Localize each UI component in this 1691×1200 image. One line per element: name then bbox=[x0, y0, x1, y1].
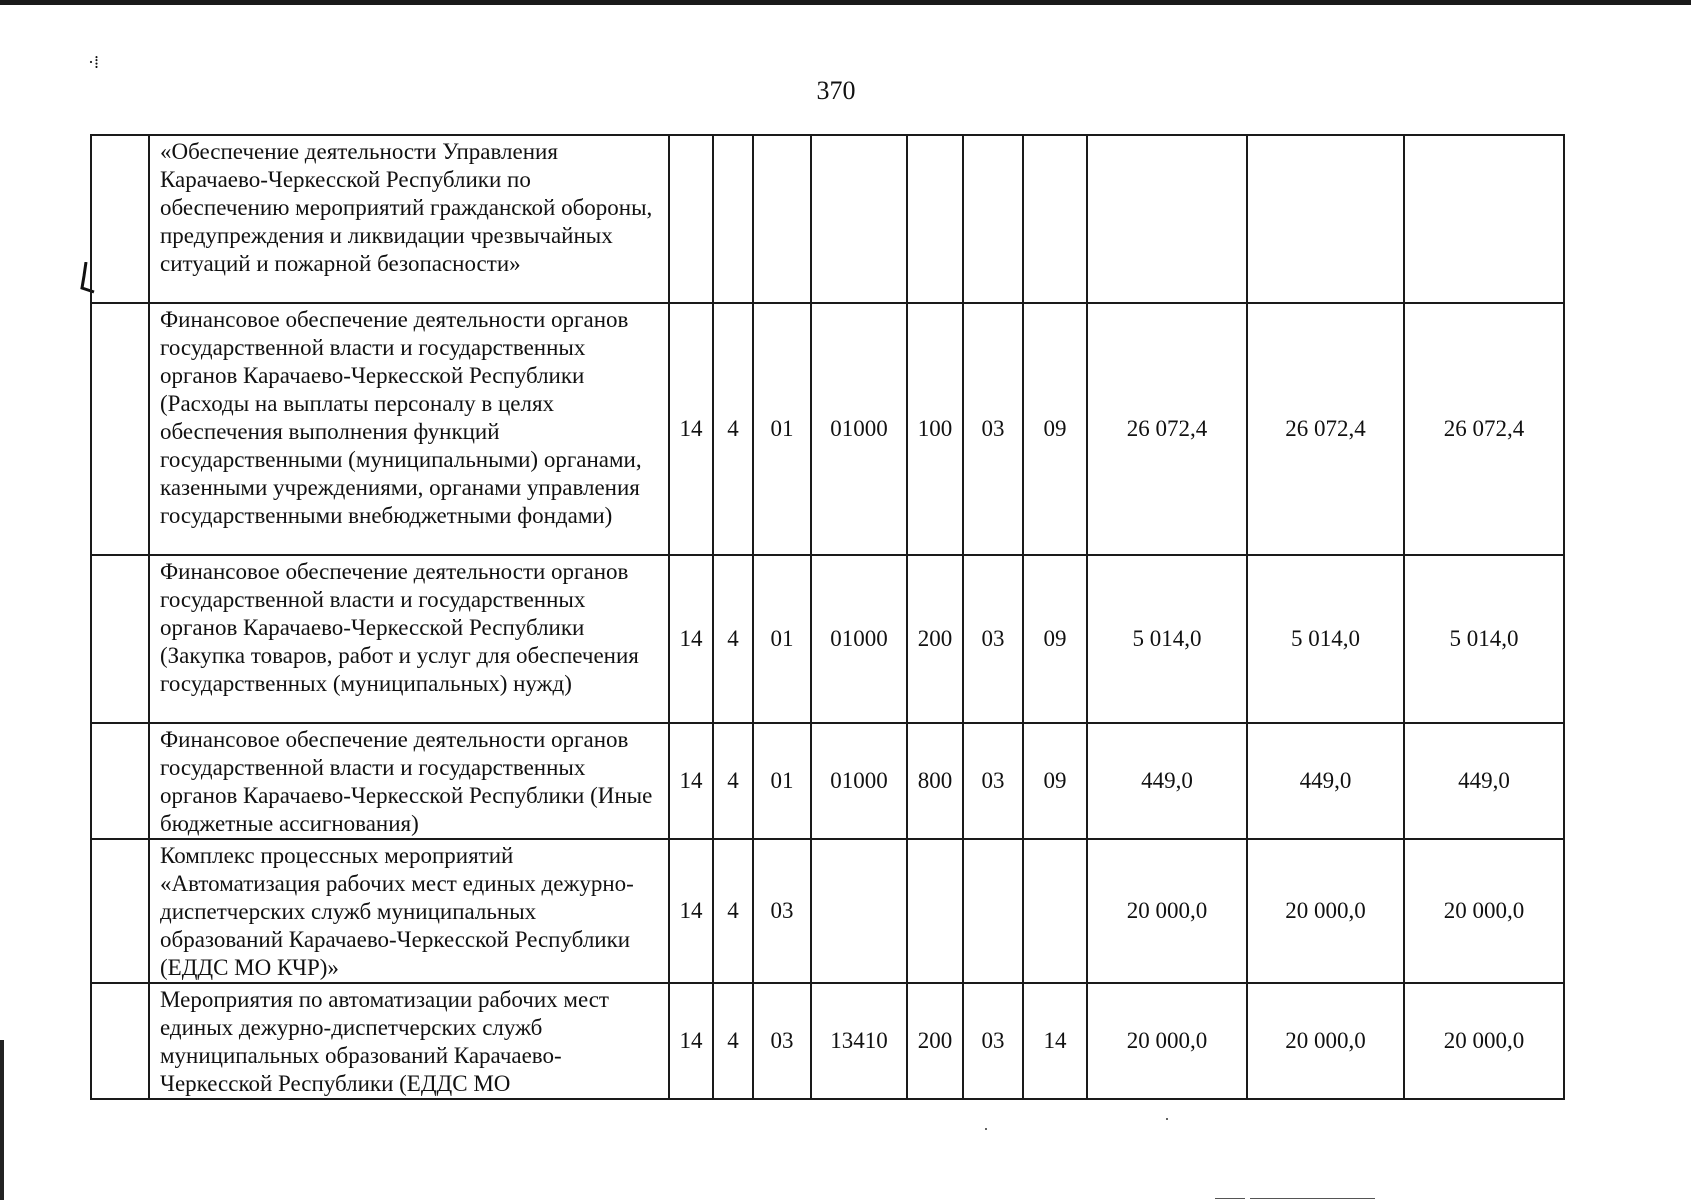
index-cell bbox=[91, 303, 149, 555]
code-cell: 03 bbox=[963, 555, 1023, 723]
amount-cell: 26 072,4 bbox=[1247, 303, 1404, 555]
code-cell bbox=[811, 135, 907, 303]
amount-cell: 20 000,0 bbox=[1087, 983, 1247, 1099]
amount-cell: 449,0 bbox=[1404, 723, 1564, 839]
code-cell: 14 bbox=[669, 723, 713, 839]
code-cell: 200 bbox=[907, 983, 963, 1099]
code-cell: 14 bbox=[1023, 983, 1087, 1099]
amount-cell: 26 072,4 bbox=[1087, 303, 1247, 555]
row-name: «Обеспечение деятельности Управления Карачаево-Черкесской Республики по обеспечению мероприятий гражданской обороны, предупреждения и ликвидации чрезвычайных ситуаций и пожарной безопасности» bbox=[149, 135, 669, 303]
amount-cell: 26 072,4 bbox=[1404, 303, 1564, 555]
scan-top-border bbox=[0, 0, 1691, 5]
scan-speck bbox=[1250, 1198, 1375, 1199]
code-cell bbox=[753, 135, 811, 303]
code-cell bbox=[669, 135, 713, 303]
table-row bbox=[91, 723, 1564, 839]
index-cell bbox=[91, 723, 149, 839]
code-cell bbox=[963, 135, 1023, 303]
code-cell bbox=[907, 135, 963, 303]
row-name: Финансовое обеспечение деятельности органов государственной власти и государственных органов Карачаево-Черкесской Республики (Расходы на выплаты персоналу в целях обеспечения выполнения функций государственными (муниципальными) органами, казенными учреждениями, органами управления государственными внебюджетными фондами) bbox=[149, 303, 669, 555]
code-cell: 4 bbox=[713, 723, 753, 839]
code-cell: 03 bbox=[753, 983, 811, 1099]
table-row bbox=[91, 555, 1564, 723]
amount-cell: 20 000,0 bbox=[1404, 839, 1564, 983]
code-cell: 09 bbox=[1023, 303, 1087, 555]
code-cell: 800 bbox=[907, 723, 963, 839]
code-cell bbox=[907, 839, 963, 983]
code-cell: 01000 bbox=[811, 303, 907, 555]
code-cell: 14 bbox=[669, 555, 713, 723]
code-cell bbox=[963, 839, 1023, 983]
scan-speck bbox=[985, 1128, 987, 1130]
amount-cell: 20 000,0 bbox=[1087, 839, 1247, 983]
code-cell: 01 bbox=[753, 723, 811, 839]
code-cell: 03 bbox=[963, 723, 1023, 839]
amount-cell bbox=[1404, 135, 1564, 303]
code-cell: 01 bbox=[753, 303, 811, 555]
code-cell: 03 bbox=[753, 839, 811, 983]
amount-cell bbox=[1087, 135, 1247, 303]
code-cell: 14 bbox=[669, 839, 713, 983]
amount-cell bbox=[1247, 135, 1404, 303]
code-cell bbox=[1023, 839, 1087, 983]
index-cell bbox=[91, 135, 149, 303]
code-cell: 03 bbox=[963, 303, 1023, 555]
amount-cell: 5 014,0 bbox=[1087, 555, 1247, 723]
row-name: Финансовое обеспечение деятельности органов государственной власти и государственных органов Карачаево-Черкесской Республики (Закупка товаров, работ и услуг для обеспечения государственных (муниципальных) нужд) bbox=[149, 555, 669, 723]
scan-speck bbox=[1166, 1118, 1168, 1120]
amount-cell: 20 000,0 bbox=[1247, 839, 1404, 983]
code-cell: 09 bbox=[1023, 723, 1087, 839]
code-cell: 03 bbox=[963, 983, 1023, 1099]
code-cell bbox=[811, 839, 907, 983]
table-row bbox=[91, 839, 1564, 983]
code-cell: 100 bbox=[907, 303, 963, 555]
code-cell bbox=[713, 135, 753, 303]
code-cell: 01000 bbox=[811, 555, 907, 723]
code-cell: 4 bbox=[713, 303, 753, 555]
index-cell bbox=[91, 983, 149, 1099]
code-cell: 01 bbox=[753, 555, 811, 723]
code-cell: 4 bbox=[713, 983, 753, 1099]
amount-cell: 20 000,0 bbox=[1404, 983, 1564, 1099]
amount-cell: 20 000,0 bbox=[1247, 983, 1404, 1099]
code-cell: 13410 bbox=[811, 983, 907, 1099]
code-cell: 4 bbox=[713, 839, 753, 983]
code-cell: 14 bbox=[669, 303, 713, 555]
code-cell: 14 bbox=[669, 983, 713, 1099]
table-row bbox=[91, 303, 1564, 555]
scan-left-edge bbox=[0, 1040, 4, 1200]
amount-cell: 449,0 bbox=[1247, 723, 1404, 839]
table-row bbox=[91, 135, 1564, 303]
code-cell: 4 bbox=[713, 555, 753, 723]
row-name: Комплекс процессных мероприятий «Автоматизация рабочих мест единых дежурно-диспетчерских служб муниципальных образований Карачаево-Черкесской Республики (ЕДДС МО КЧР)» bbox=[149, 839, 669, 983]
amount-cell: 5 014,0 bbox=[1247, 555, 1404, 723]
budget-table bbox=[90, 134, 1565, 1100]
code-cell: 01000 bbox=[811, 723, 907, 839]
scan-corner-mark: ·⁞ bbox=[88, 52, 99, 72]
scan-speck bbox=[1215, 1198, 1245, 1199]
amount-cell: 449,0 bbox=[1087, 723, 1247, 839]
index-cell bbox=[91, 839, 149, 983]
table-row bbox=[91, 983, 1564, 1099]
code-cell bbox=[1023, 135, 1087, 303]
amount-cell: 5 014,0 bbox=[1404, 555, 1564, 723]
page-number: 370 bbox=[816, 76, 856, 105]
row-name: Мероприятия по автоматизации рабочих мест единых дежурно-диспетчерских служб муниципальных образований Карачаево-Черкесской Республики (ЕДДС МО bbox=[149, 983, 669, 1099]
code-cell: 200 bbox=[907, 555, 963, 723]
index-cell bbox=[91, 555, 149, 723]
row-name: Финансовое обеспечение деятельности органов государственной власти и государственных органов Карачаево-Черкесской Республики (Иные бюджетные ассигнования) bbox=[149, 723, 669, 839]
code-cell: 09 bbox=[1023, 555, 1087, 723]
